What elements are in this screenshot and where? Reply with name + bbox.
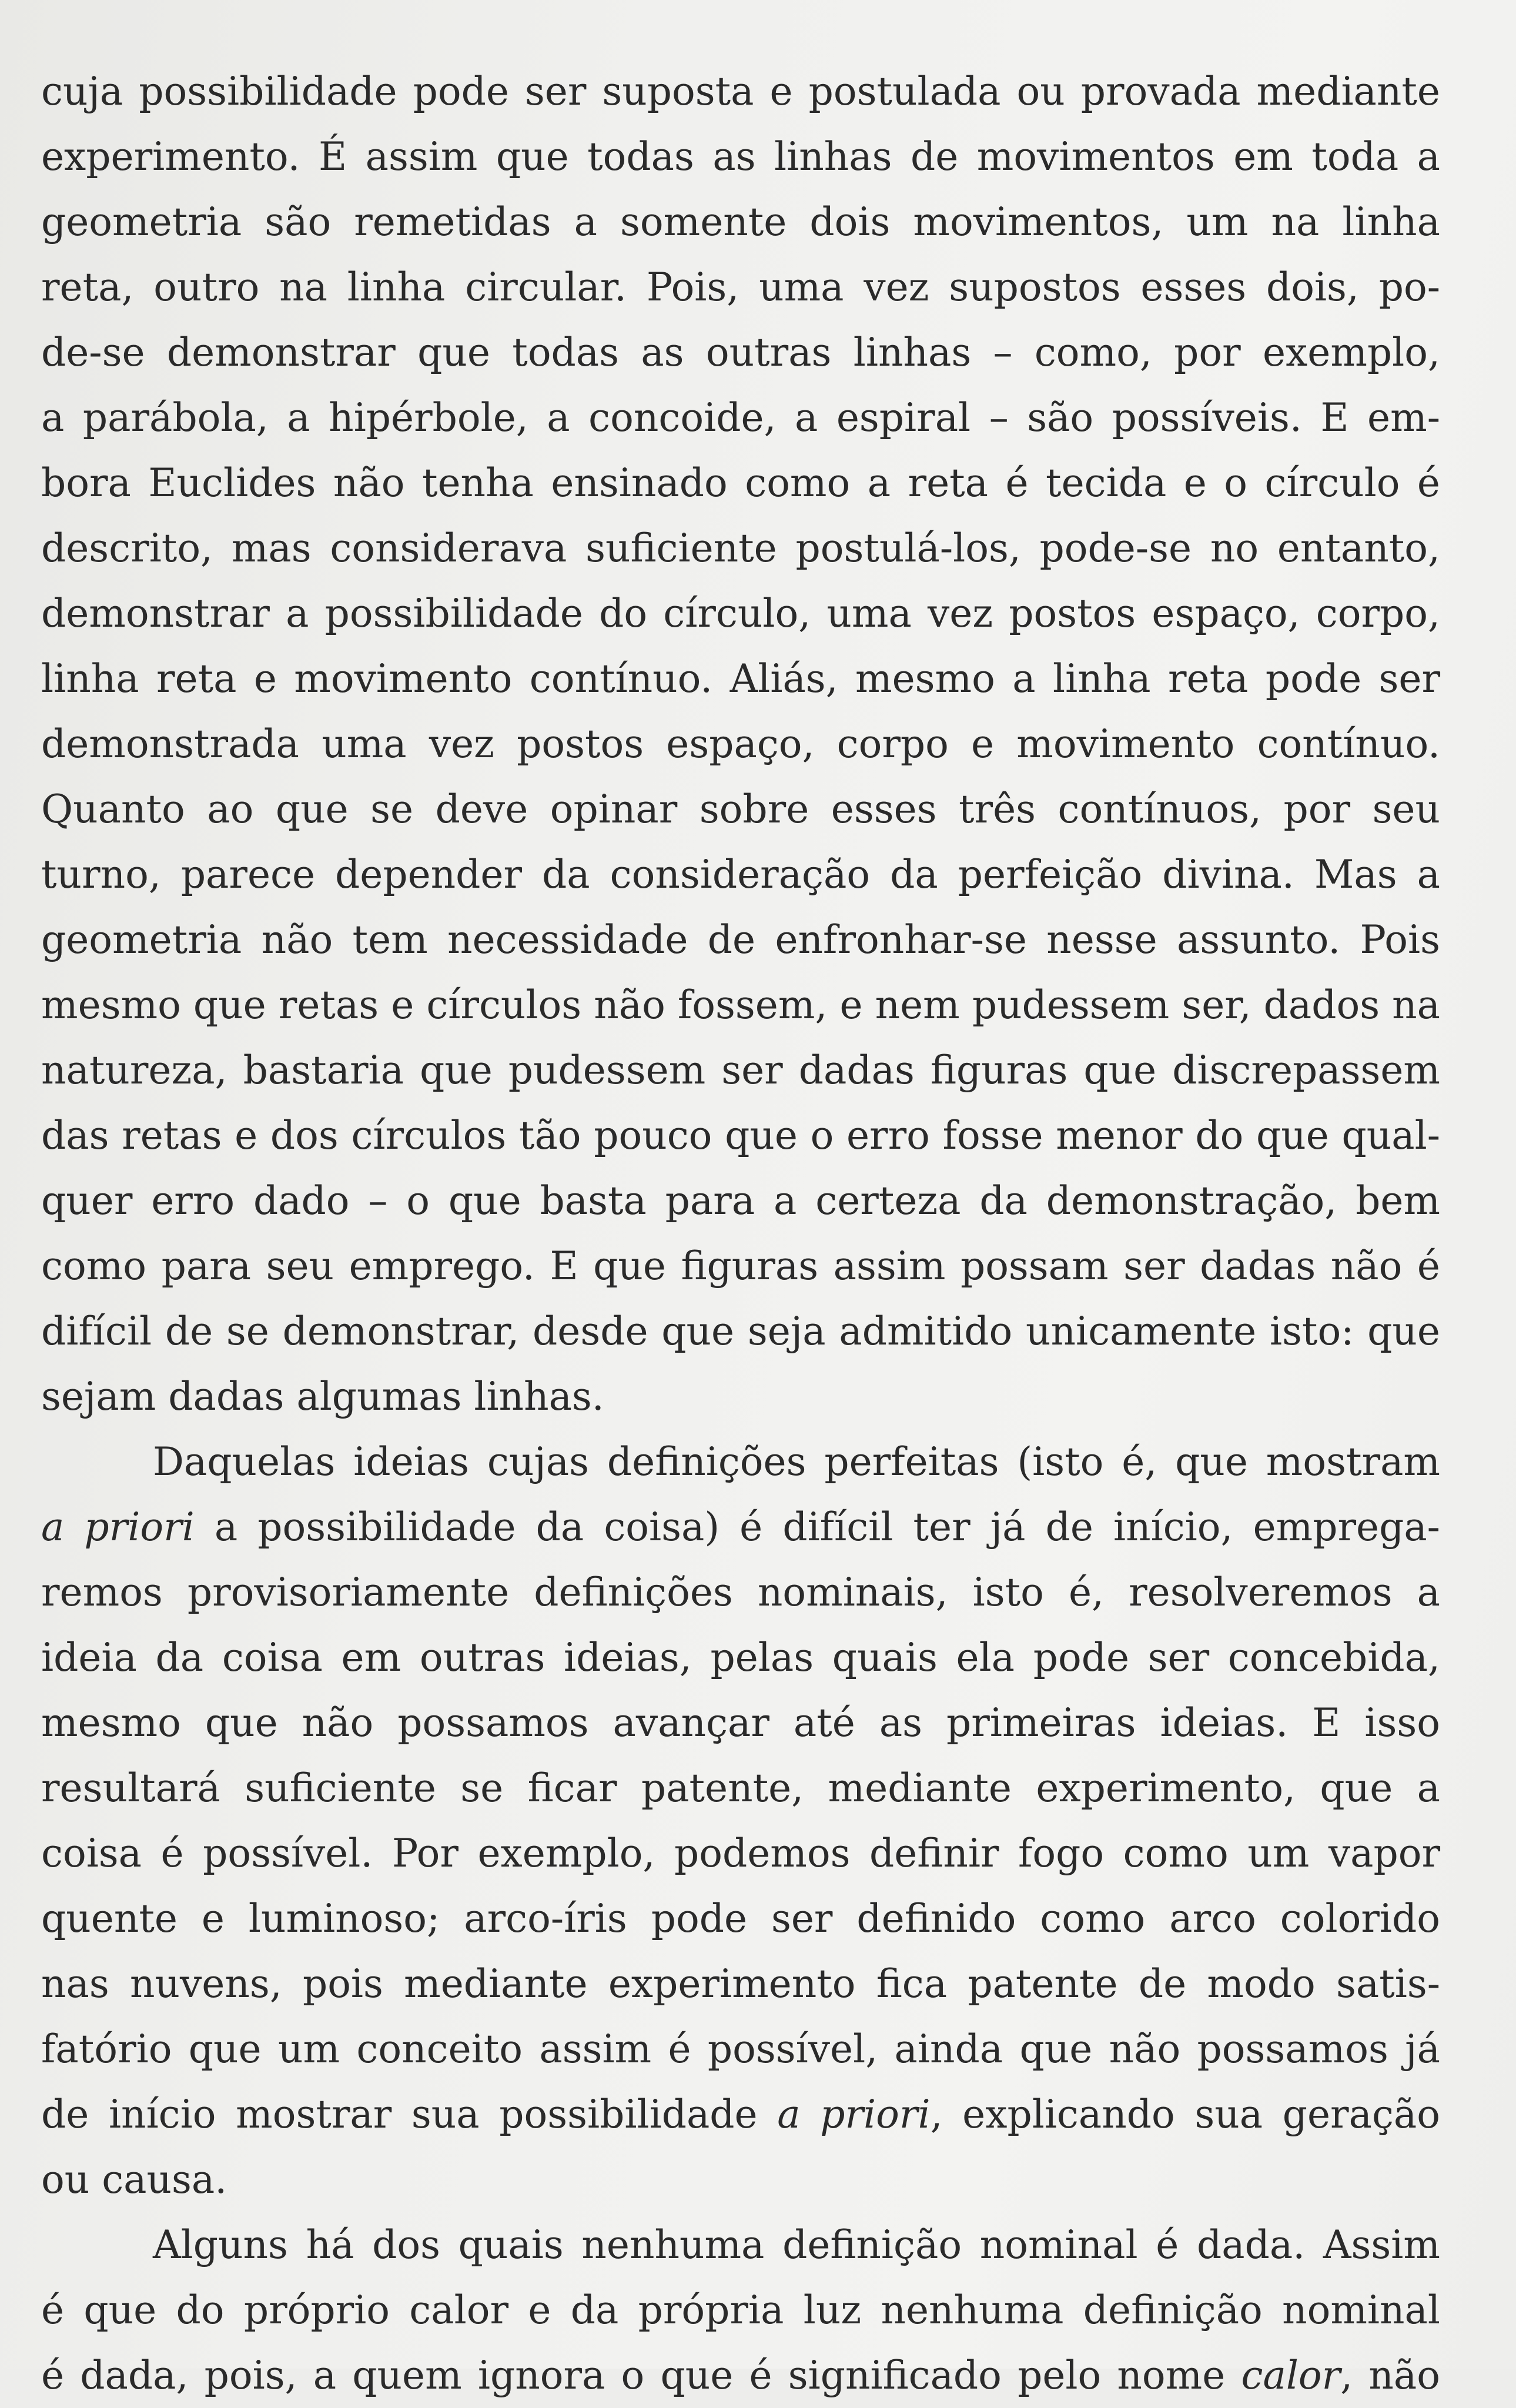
text-line: mesmo que retas e círculos não fossem, e nem pudessem ser, dados na xyxy=(41,982,1440,1028)
text-line: é que do próprio calor e da própria luz nenhuma definição nominal xyxy=(41,2287,1440,2333)
text-line: sejam dadas algumas linhas. xyxy=(41,1374,604,1419)
text-segment: , não xyxy=(1340,2353,1440,2398)
text-segment: a possibilidade da coisa) é difícil ter já de início, emprega- xyxy=(194,1504,1440,1550)
text-line: como para seu emprego. E que figuras assim possam ser dadas não é xyxy=(41,1243,1440,1289)
text-line: demonstrada uma vez postos espaço, corpo e movimento contínuo. xyxy=(41,721,1440,767)
text-line xyxy=(41,1494,1440,1560)
text-line: descrito, mas considerava suficiente postulá-los, pode-se no entanto, xyxy=(41,526,1440,571)
text-segment: , explicando sua geração xyxy=(930,2092,1440,2137)
text-line: de-se demonstrar que todas as outras linhas – como, por exemplo, xyxy=(41,330,1440,375)
italic-term: a priori xyxy=(41,1504,195,1550)
text-line: ou causa. xyxy=(41,2157,227,2202)
italic-term: calor xyxy=(1241,2353,1341,2398)
text-line: remos provisoriamente definições nominais, isto é, resolveremos a xyxy=(41,1570,1440,1615)
text-line: reta, outro na linha circular. Pois, uma vez supostos esses dois, po- xyxy=(41,265,1440,310)
text-line: turno, parece depender da consideração da perfeição divina. Mas a xyxy=(41,852,1440,897)
text-line: geometria são remetidas a somente dois movimentos, um na linha xyxy=(41,199,1440,245)
text-segment: é dada, pois, a quem ignora o que é significado pelo nome xyxy=(41,2353,1241,2398)
text-line: fatório que um conceito assim é possível, ainda que não possamos já xyxy=(41,2026,1440,2072)
text-line: ideia da coisa em outras ideias, pelas quais ela pode ser concebida, xyxy=(41,1635,1440,1680)
italic-term: a priori xyxy=(777,2092,931,2137)
text-line: coisa é possível. Por exemplo, podemos definir fogo como um vapor xyxy=(41,1831,1440,1876)
paragraph-first-line: Daquelas ideias cujas definições perfeitas (isto é, que mostram xyxy=(153,1439,1440,1484)
text-line xyxy=(41,2082,1440,2147)
text-line: Quanto ao que se deve opinar sobre esses três contínuos, por seu xyxy=(41,787,1440,832)
text-line: resultará suficiente se ficar patente, mediante experimento, que a xyxy=(41,1765,1440,1811)
text-line: nas nuvens, pois mediante experimento fica patente de modo satis- xyxy=(41,1961,1440,2006)
text-line: bora Euclides não tenha ensinado como a reta é tecida e o círculo é xyxy=(41,460,1440,506)
text-line: quer erro dado – o que basta para a certeza da demonstração, bem xyxy=(41,1178,1440,1223)
text-line: quente e luminoso; arco-íris pode ser definido como arco colorido xyxy=(41,1896,1440,1941)
text-line xyxy=(41,2343,1440,2408)
text-line: a parábola, a hipérbole, a concoide, a espiral – são possíveis. E em- xyxy=(41,395,1440,440)
text-line: cuja possibilidade pode ser suposta e postulada ou provada mediante xyxy=(41,69,1440,114)
body-text xyxy=(41,59,1440,2408)
text-line: experimento. É assim que todas as linhas de movimentos em toda a xyxy=(41,134,1440,179)
paragraph-first-line: Alguns há dos quais nenhuma definição nominal é dada. Assim xyxy=(153,2222,1440,2267)
text-line: mesmo que não possamos avançar até as primeiras ideias. E isso xyxy=(41,1700,1440,1745)
text-segment: de início mostrar sua possibilidade xyxy=(41,2092,778,2137)
text-line: demonstrar a possibilidade do círculo, uma vez postos espaço, corpo, xyxy=(41,591,1440,636)
text-line: difícil de se demonstrar, desde que seja admitido unicamente isto: que xyxy=(41,1309,1440,1354)
text-line: geometria não tem necessidade de enfronhar-se nesse assunto. Pois xyxy=(41,917,1440,962)
text-line: das retas e dos círculos tão pouco que o erro fosse menor do que qual- xyxy=(41,1113,1440,1158)
text-line: natureza, bastaria que pudessem ser dadas figuras que discrepassem xyxy=(41,1048,1440,1093)
text-line: linha reta e movimento contínuo. Aliás, mesmo a linha reta pode ser xyxy=(41,656,1440,701)
